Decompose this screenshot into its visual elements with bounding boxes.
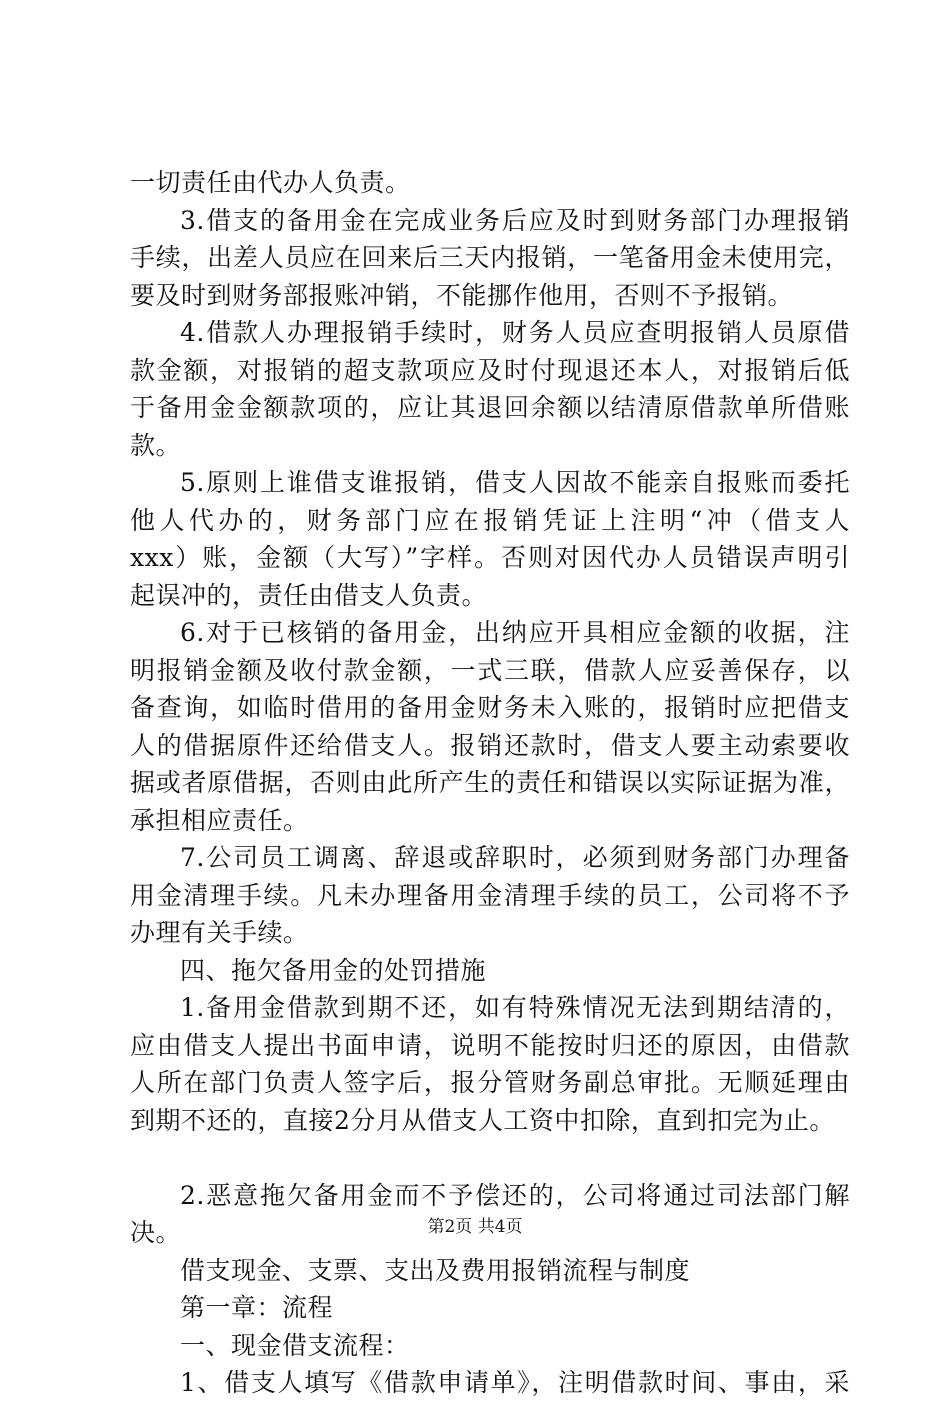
text-line: 5.原则上谁借支谁报销，借支人因故不能亲自报账而委托	[180, 468, 850, 497]
text-line: 他人代办的，财务部门应在报销凭证上注明“冲（借支人	[130, 505, 850, 535]
text-line: 款金额，对报销的超支款项应及时付现退还本人，对报销后低	[130, 355, 850, 385]
text-line: 明报销金额及收付款金额，一式三联，借款人应妥善保存，以	[130, 655, 850, 685]
text-line: 用金清理手续。凡未办理备用金清理手续的员工，公司将不予	[130, 880, 850, 910]
text-line: 决。	[130, 1218, 182, 1247]
text-line: 手续，出差人员应在回来后三天内报销，一笔备用金未使用完，	[130, 243, 850, 272]
text-line: 1.备用金借款到期不还，如有特殊情况无法到期结清的，	[180, 993, 850, 1022]
text-line: 备查询，如临时借用的备用金财务未入账的，报销时应把借支	[130, 693, 850, 722]
text-line: 3.借支的备用金在完成业务后应及时到财务部门办理报销	[180, 205, 850, 235]
text-line: 于备用金金额款项的，应让其退回余额以结清原借款单所借账	[130, 393, 850, 422]
text-line: 据或者原借据，否则由此所产生的责任和错误以实际证据为准，	[130, 768, 850, 797]
text-line: 要及时到财务部报账冲销，不能挪作他用，否则不予报销。	[130, 280, 794, 310]
text-line: 6.对于已核销的备用金，出纳应开具相应金额的收据，注	[180, 618, 850, 647]
chapter-heading: 第一章：流程	[180, 1293, 334, 1322]
section-heading: 一、现金借支流程：	[180, 1330, 410, 1360]
text-line: 7.公司员工调离、辞退或辞职时，必须到财务部门办理备	[180, 843, 850, 872]
text-line: 起误冲的，责任由借支人负责。	[130, 580, 488, 610]
text-line: 一切责任由代办人负责。	[130, 168, 411, 197]
text-line: xxx）账，金额（大写）”字样。否则对因代办人员错误声明引	[130, 543, 850, 572]
text-line: 办理有关手续。	[130, 918, 309, 947]
text-line: 款。	[130, 430, 182, 460]
document-title: 借支现金、支票、支出及费用报销流程与制度	[180, 1255, 691, 1285]
text-line: 到期不还的，直接2分月从借支人工资中扣除，直到扣完为止。	[130, 1105, 835, 1135]
text-line: 1、借支人填写《借款申请单》，注明借款时间、事由，采	[180, 1368, 850, 1397]
text-line: 4.借款人办理报销手续时，财务人员应查明报销人员原借	[180, 318, 850, 347]
text-line: 人的借据原件还给借支人。报销还款时，借支人要主动索要收	[130, 730, 850, 760]
paragraph-gap	[130, 1139, 850, 1177]
section-heading: 四、拖欠备用金的处罚措施	[180, 955, 487, 985]
page-number-footer: 第2页 共4页	[427, 1217, 523, 1237]
text-line: 承担相应责任。	[130, 805, 309, 835]
text-line: 2.恶意拖欠备用金而不予偿还的，公司将通过司法部门解	[180, 1180, 850, 1210]
text-line: 应由借支人提出书面申请，说明不能按时归还的原因，由借款	[130, 1030, 850, 1060]
text-line: 人所在部门负责人签字后，报分管财务副总审批。无顺延理由	[130, 1068, 850, 1097]
